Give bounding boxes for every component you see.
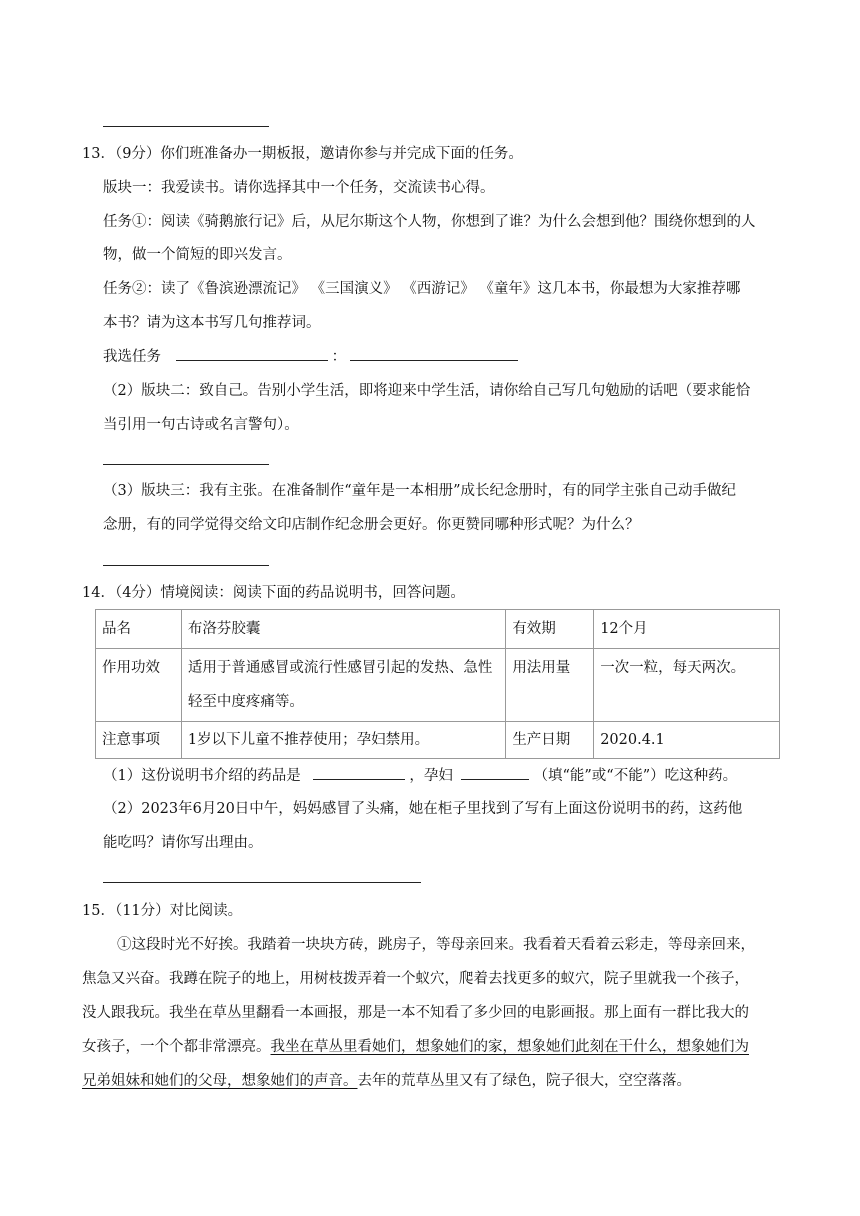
medicine-name-blank[interactable] <box>313 765 405 780</box>
q13-part2-line2: 当引用一句古诗或名言警句）。 <box>103 417 299 433</box>
passage-line: ①这段时光不好挨。我踏着一块块方砖，跳房子，等母亲回来。我看着天看着云彩走，等母亲回来， <box>117 937 755 953</box>
q13-part3-line1: （3）版块三：我有主张。在准备制作“童年是一本相册”成长纪念册时，有的同学主张自己动手做纪 <box>103 483 737 499</box>
passage-text: 去年的荒草丛里又有了绿色，院子很大，空空落落。 <box>357 1073 691 1089</box>
underlined-sentence: 我坐在草丛里看她们，想象她们的家，想象她们此刻在干什么，想象她们为 <box>270 1039 749 1055</box>
choose-task-colon: ： <box>331 349 347 365</box>
table-cell: 有效期 <box>506 610 594 649</box>
passage-line: 没人跟我玩。我坐在草丛里翻看一本画报，那是一本不知看了多少回的电影画报。那上面有一群比我大的 <box>82 1005 749 1021</box>
q13-task2-line1: 任务②：读了《鲁滨逊漂流记》 《三国演义》 《西游记》 《童年》这几本书，你最想为大家推荐哪 <box>103 281 741 297</box>
part2-answer-line[interactable] <box>103 464 269 465</box>
q14-sub2-line2: 能吃吗？请你写出理由。 <box>103 835 263 851</box>
table-cell: 生产日期 <box>506 722 594 759</box>
q14-answer-line[interactable] <box>103 882 421 883</box>
q13-task1-line1: 任务①：阅读《骑鹅旅行记》后，从尼尔斯这个人物，你想到了谁？为什么会想到他？围绕你想到的人 <box>103 214 756 230</box>
table-cell: 布洛芬胶囊 <box>181 610 505 649</box>
part3-answer-line[interactable] <box>103 565 269 566</box>
choose-task-label: 我选任务 <box>103 349 161 365</box>
table-cell: 2020.4.1 <box>594 722 780 759</box>
medicine-label-table <box>95 609 780 759</box>
table-cell: 注意事项 <box>96 722 182 759</box>
effect-line2: 轻至中度疼痛等。 <box>187 694 304 710</box>
effect-line1: 适用于普通感冒或流行性感冒引起的发热、急性 <box>187 660 493 676</box>
table-cell: 用法用量 <box>506 649 594 722</box>
q14-sub1-row <box>103 765 737 786</box>
passage-line <box>82 1071 691 1091</box>
recommend-blank[interactable] <box>350 346 518 361</box>
table-cell: 作用功效 <box>96 649 182 722</box>
q13-task2-line2: 本书？请为这本书写几句推荐词。 <box>103 315 321 331</box>
q14-sub1-text-c: （填“能”或“不能”）吃这种药。 <box>533 768 738 784</box>
table-row <box>96 610 780 649</box>
choose-task-blank[interactable] <box>176 346 328 361</box>
q13-part3-line2: 念册，有的同学觉得交给文印店制作纪念册会更好。你更赞同哪种形式呢？为什么？ <box>103 517 640 533</box>
table-cell: 一次一粒，每天两次。 <box>594 649 780 722</box>
q13-part1: 版块一：我爱读书。请你选择其中一个任务，交流读书心得。 <box>103 180 495 196</box>
table-cell: 12个月 <box>594 610 780 649</box>
question-15-heading: 15．（11分）对比阅读。 <box>82 903 243 919</box>
table-cell: 品名 <box>96 610 182 649</box>
q14-sub2-line1: （2）2023年6月20日中午，妈妈感冒了头痛，她在柜子里找到了写有上面这份说明书的药，这药他 <box>103 801 743 817</box>
passage-line <box>82 1037 749 1057</box>
table-row <box>96 649 780 722</box>
q13-choose-task-row <box>103 346 522 367</box>
q13-task1-line2: 物，做一个简短的即兴发言。 <box>103 247 292 263</box>
table-cell: 1岁以下儿童不推荐使用；孕妇禁用。 <box>181 722 505 759</box>
answer-line[interactable] <box>103 126 269 127</box>
table-row <box>96 722 780 759</box>
q13-part2-line1: （2）版块二：致自己。告别小学生活，即将迎来中学生活，请你给自己写几句勉励的话吧（要求能恰 <box>103 383 751 399</box>
passage-text: 女孩子，一个个都非常漂亮。 <box>82 1039 271 1055</box>
underlined-sentence: 兄弟姐妹和她们的父母，想象她们的声音。 <box>82 1073 358 1089</box>
passage-line: 焦急又兴奋。我蹲在院子的地上，用树枝拨弄着一个蚁穴，爬着去找更多的蚁穴，院子里就我一个孩子， <box>82 971 749 987</box>
q14-sub1-text-b: ，孕妇 <box>409 768 453 784</box>
question-14-heading: 14．（4分）情境阅读：阅读下面的药品说明书，回答问题。 <box>82 585 465 601</box>
pregnant-blank[interactable] <box>461 765 529 780</box>
table-cell <box>181 649 505 722</box>
q14-sub1-text-a: （1）这份说明书介绍的药品是 <box>103 768 301 784</box>
question-13-heading: 13．（9分）你们班准备办一期板报，邀请你参与并完成下面的任务。 <box>82 146 523 162</box>
